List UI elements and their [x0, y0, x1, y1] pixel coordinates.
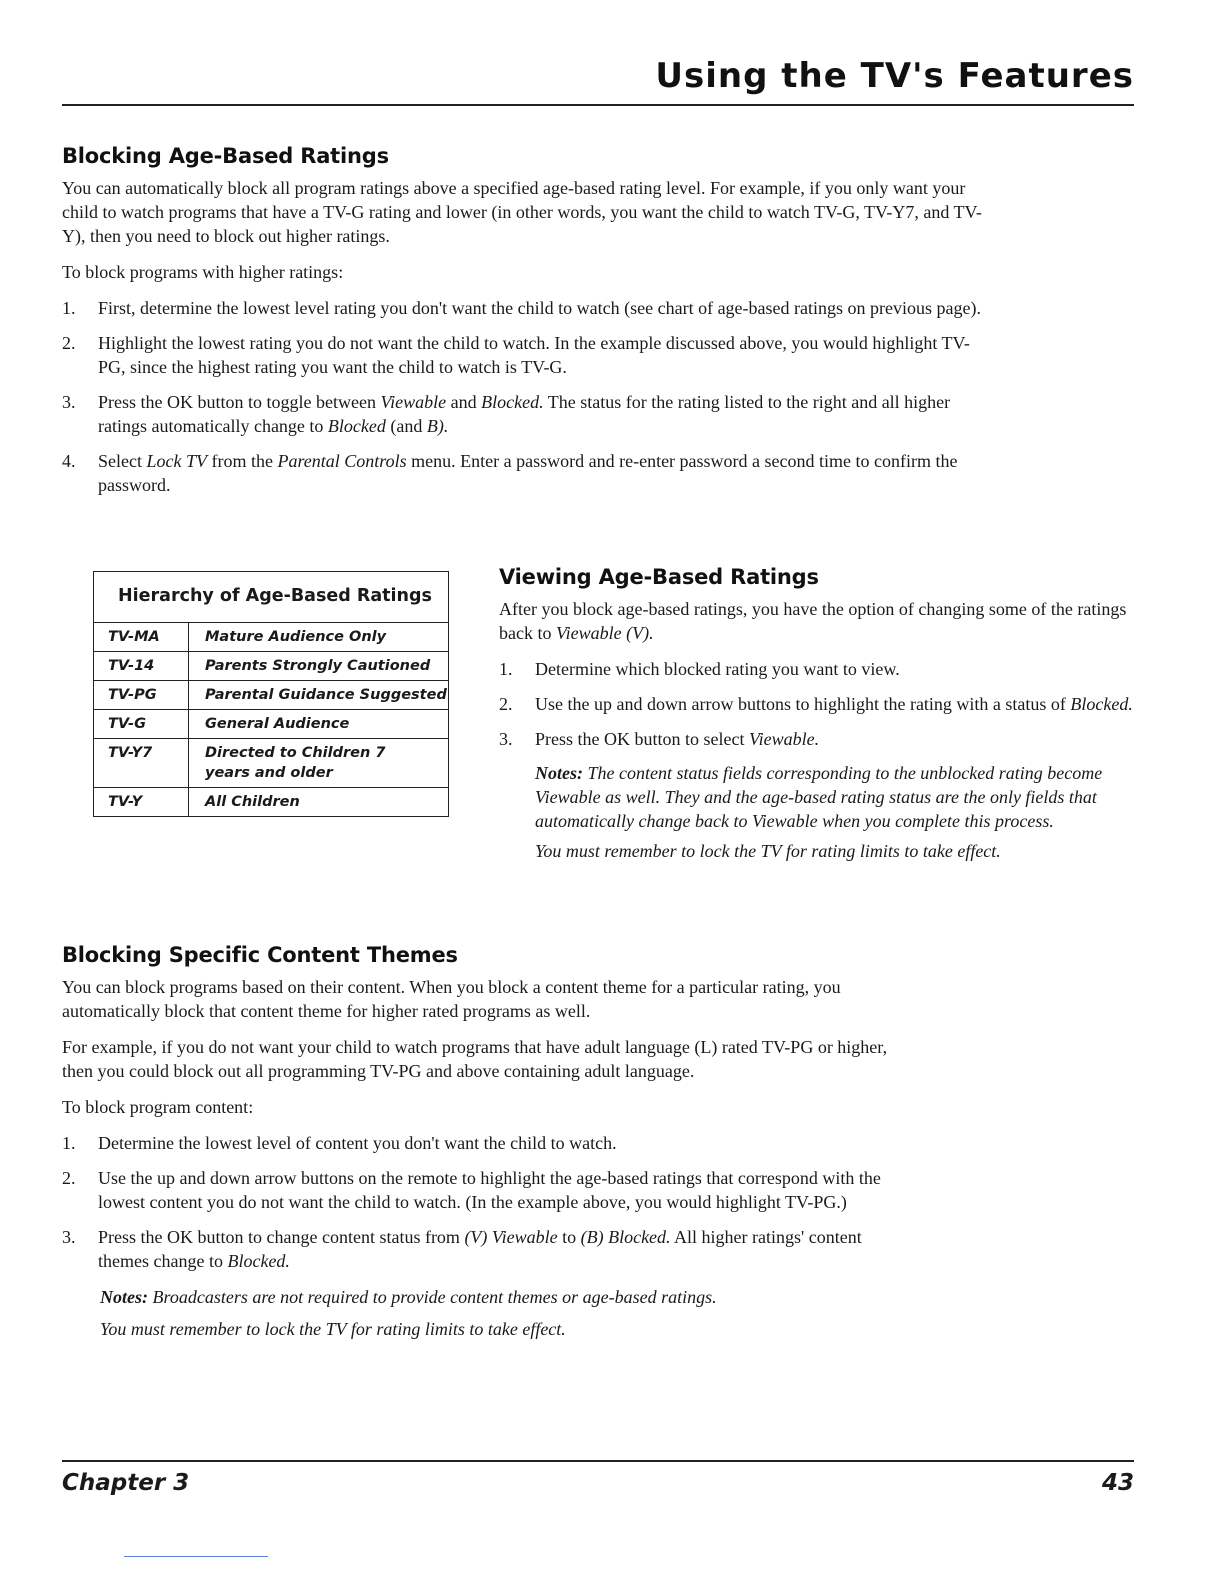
steps-list [62, 1131, 912, 1273]
table-row [94, 788, 449, 817]
step-text: menu. Enter a password and re-enter password a second time to confirm the password. [98, 451, 958, 495]
step-text: Use the up and down arrow buttons to highlight the rating with a status of [535, 694, 1071, 714]
step-number: 1. [62, 1133, 76, 1153]
step-text: from the [206, 451, 278, 471]
rating-desc: Parental Guidance Suggested [189, 681, 449, 710]
section-paragraph: You can block programs based on their content. When you block a content theme for a particular rating, you automatically block that content theme for higher rated programs as well. [62, 977, 841, 1021]
step-text: First, determine the lowest level rating you don't want the child to watch (see chart of age-based ratings on previous page). [98, 298, 981, 318]
step-number: 2. [499, 694, 513, 714]
step-number: 3. [499, 729, 513, 749]
list-item [62, 1131, 912, 1155]
list-item [499, 657, 1134, 681]
step-number: 1. [499, 659, 513, 679]
rating-code: TV-MA [94, 623, 189, 652]
step-text: (and [385, 416, 427, 436]
rating-code: TV-G [94, 710, 189, 739]
note-label: Notes: [535, 763, 583, 783]
list-item [62, 296, 982, 320]
section-intro: You can automatically block all program ratings above a specified age-based rating level. For example, if you only want your child to watch programs that have a TV-G rating and lower (in other words, you want the child to watch TV-G, TV-Y7, and TV-Y), then you need to block out higher ratings. [62, 178, 982, 246]
step-text: Determine the lowest level of content you don't want the child to watch. [98, 1133, 617, 1153]
page-header [62, 52, 1134, 106]
section-intro [499, 597, 1134, 645]
note-text: Broadcasters are not required to provide content themes or age-based ratings. [148, 1287, 717, 1307]
rating-desc: General Audience [189, 710, 449, 739]
step-text: to [557, 1227, 581, 1247]
table-title: Hierarchy of Age-Based Ratings [94, 572, 449, 623]
step-text-italic: Viewable [380, 392, 447, 412]
step-text: Select [98, 451, 147, 471]
step-text: Press the OK button to change content status from [98, 1227, 465, 1247]
section-heading: Blocking Specific Content Themes [62, 943, 458, 967]
table-row [94, 623, 449, 652]
steps-list [499, 657, 1134, 751]
step-text-italic: (B) Blocked. [580, 1227, 671, 1247]
step-text: Determine which blocked rating you want to view. [535, 659, 900, 679]
ratings-table-container [93, 571, 449, 817]
section-paragraph: For example, if you do not want your child to watch programs that have adult language (L) rated TV-PG or higher, then you could block out all programming TV-PG and above containing adult language. [62, 1037, 888, 1081]
step-text: Highlight the lowest rating you do not want the child to watch. In the example discussed above, you would highlight TV-PG, since the highest rating you want the child to watch is TV-G. [98, 333, 970, 377]
step-text-italic: Parental Controls [277, 451, 407, 471]
rating-desc: Parents Strongly Cautioned [189, 652, 449, 681]
step-text: Use the up and down arrow buttons on the remote to highlight the age-based ratings that correspond with the lowest content you do not want the child to watch. (In the example above, you would highlight TV-PG.) [98, 1168, 881, 1212]
list-item [499, 727, 1134, 751]
rating-desc: Mature Audience Only [189, 623, 449, 652]
step-number: 2. [62, 1168, 76, 1188]
table-row [94, 681, 449, 710]
step-number: 3. [62, 1227, 76, 1247]
page-footer [62, 1460, 1134, 1496]
list-item [62, 1225, 912, 1273]
step-text-italic: Blocked. [1070, 694, 1133, 714]
table-row [94, 739, 449, 788]
rating-code: TV-Y7 [94, 739, 189, 788]
list-item [62, 1166, 912, 1214]
list-item [62, 449, 982, 497]
note-reminder: You must remember to lock the TV for rating limits to take effect. [100, 1319, 566, 1339]
step-number: 3. [62, 392, 76, 412]
step-text: The status for the rating listed to the right and all higher ratings automatically change to [98, 392, 951, 436]
note [62, 1285, 912, 1309]
note-label: Notes: [100, 1287, 148, 1307]
step-text-italic: Blocked. [227, 1251, 290, 1271]
note [499, 761, 1134, 833]
step-text-italic: (V) Viewable [464, 1227, 558, 1247]
step-text: Press the OK button to toggle between [98, 392, 381, 412]
chapter-label: Chapter 3 [62, 1470, 190, 1496]
intro-text-italic: Viewable (V). [555, 623, 654, 643]
section-heading: Viewing Age-Based Ratings [499, 565, 819, 589]
step-text: All higher ratings' content themes change to [98, 1227, 862, 1271]
step-text-italic: Viewable. [748, 729, 820, 749]
list-item [62, 390, 982, 438]
section-viewing-age-based [499, 565, 1134, 863]
rating-code: TV-PG [94, 681, 189, 710]
steps-list [62, 296, 982, 497]
step-text-italic: B). [426, 416, 449, 436]
step-text: and [446, 392, 482, 412]
list-item [62, 331, 982, 379]
steps-lead: To block programs with higher ratings: [62, 262, 344, 282]
steps-lead: To block program content: [62, 1097, 254, 1117]
rating-code: TV-Y [94, 788, 189, 817]
ratings-table [93, 571, 449, 817]
note-text: The content status fields corresponding to the unblocked rating become Viewable as well. They and the age-based rating status are the only fields that automatically change back to Viewable when you complete this process. [535, 763, 1103, 831]
page-number: 43 [1101, 1470, 1134, 1496]
step-number: 2. [62, 333, 76, 353]
intro-text: After you block age-based ratings, you have the option of changing some of the ratings back to [499, 599, 1127, 643]
decorative-line [124, 1556, 268, 1557]
list-item [499, 692, 1134, 716]
table-row [94, 652, 449, 681]
rating-code: TV-14 [94, 652, 189, 681]
section-blocking-age-based [62, 144, 982, 497]
step-number: 1. [62, 298, 76, 318]
section-blocking-content-themes [62, 943, 912, 1341]
step-text-italic: Blocked [327, 416, 386, 436]
step-text-italic: Blocked. [481, 392, 544, 412]
page-title: Using the TV's Features [655, 56, 1134, 96]
rating-desc: All Children [189, 788, 449, 817]
step-number: 4. [62, 451, 76, 471]
note-reminder: You must remember to lock the TV for rating limits to take effect. [535, 841, 1001, 861]
rating-desc: Directed to Children 7 years and older [189, 739, 449, 788]
section-heading: Blocking Age-Based Ratings [62, 144, 389, 168]
step-text-italic: Lock TV [146, 451, 207, 471]
table-row [94, 710, 449, 739]
step-text: Press the OK button to select [535, 729, 749, 749]
